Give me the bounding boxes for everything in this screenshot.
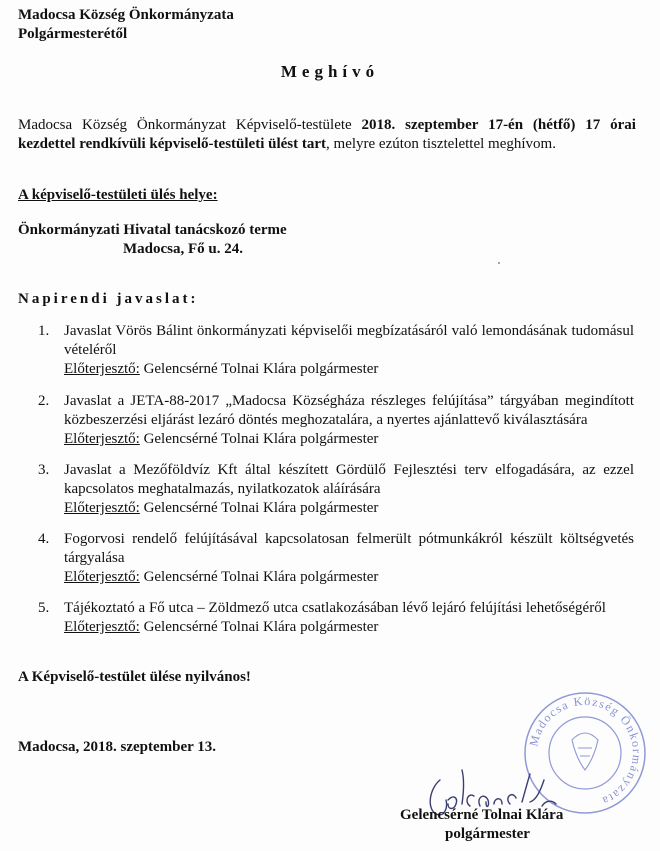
scan-speck bbox=[498, 262, 500, 264]
agenda-item-number: 3. bbox=[38, 462, 50, 478]
presenter-label: Előterjesztő: bbox=[64, 619, 140, 635]
agenda-item-presenter bbox=[64, 430, 634, 449]
agenda-item-2 bbox=[38, 392, 634, 449]
signatory-name: Gelencsérné Tolnai Klára bbox=[400, 807, 564, 823]
presenter-name: Gelencsérné Tolnai Klára polgármester bbox=[143, 361, 379, 377]
agenda-item-text: Javaslat a Mezőföldvíz Kft által készített Gördülő Fejlesztési terv elfogadására, az ezzel kapcsolatos meghatalmazás, nyilatkozatok aláírására bbox=[64, 462, 634, 497]
signatory-role: polgármester bbox=[445, 826, 530, 842]
venue-room: Önkormányzati Hivatal tanácskozó terme bbox=[18, 222, 287, 238]
presenter-label: Előterjesztő: bbox=[64, 361, 140, 377]
intro-text-date: 2018. szeptember 17-én (hétfő) 17 órai kezdettel rendkívüli képviselő-testületi ülést tart bbox=[18, 117, 636, 152]
document-title: Meghívó bbox=[280, 62, 380, 81]
intro-text-end: , melyre ezúton tisztelettel meghívom. bbox=[326, 136, 556, 152]
letterhead-organization: Madocsa Község Önkormányzata bbox=[18, 7, 234, 23]
presenter-label: Előterjesztő: bbox=[64, 569, 140, 585]
agenda-item-number: 5. bbox=[38, 600, 50, 616]
agenda-item-presenter bbox=[64, 618, 634, 637]
agenda-item-5 bbox=[38, 599, 634, 637]
presenter-label: Előterjesztő: bbox=[64, 500, 140, 516]
intro-text-start: Madocsa Község Önkormányzat Képviselő-testülete bbox=[18, 117, 362, 133]
presenter-name: Gelencsérné Tolnai Klára polgármester bbox=[143, 619, 379, 635]
letterhead-sender: Polgármesterétől bbox=[18, 26, 128, 42]
agenda-item-number: 4. bbox=[38, 531, 50, 547]
place-and-date: Madocsa, 2018. szeptember 13. bbox=[18, 739, 217, 755]
agenda-item-3 bbox=[38, 461, 634, 518]
presenter-name: Gelencsérné Tolnai Klára polgármester bbox=[143, 431, 379, 447]
agenda-item-text: Javaslat Vörös Bálint önkormányzati képviselői megbízatásáról való lemondásának tudomásul vételéről bbox=[64, 323, 634, 358]
invitation-paragraph bbox=[18, 116, 636, 154]
agenda-item-1 bbox=[38, 322, 634, 379]
agenda-item-number: 2. bbox=[38, 393, 50, 409]
venue-heading: A képviselő-testületi ülés helye: bbox=[18, 187, 218, 203]
letterhead bbox=[18, 6, 234, 44]
svg-text:Madocsa Község Önkormányzata: Madocsa Község Önkormányzata bbox=[526, 693, 645, 809]
agenda-item-presenter bbox=[64, 568, 634, 587]
agenda-item-4 bbox=[38, 530, 634, 587]
agenda-heading: Napirendi javaslat: bbox=[18, 291, 199, 307]
venue-address: Madocsa, Fő u. 24. bbox=[123, 241, 243, 257]
presenter-name: Gelencsérné Tolnai Klára polgármester bbox=[143, 500, 379, 516]
public-session-note: A Képviselő-testület ülése nyilvános! bbox=[18, 669, 251, 685]
agenda-item-presenter bbox=[64, 360, 634, 379]
agenda-item-text: Fogorvosi rendelő felújításával kapcsolatosan felmerült pótmunkákról készült költségvetés tárgyalása bbox=[64, 531, 634, 566]
agenda-item-number: 1. bbox=[38, 323, 50, 339]
agenda-item-text: Javaslat a JETA-88-2017 „Madocsa Községháza részleges felújítása” tárgyában megindított közbeszerzési eljárást lezáró döntés meghozatalára, a nyertes ajánlattevő kiválasztására bbox=[64, 393, 634, 428]
agenda-item-text: Tájékoztató a Fő utca – Zöldmező utca csatlakozásában lévő lejáró felújítási lehetőségéről bbox=[64, 600, 606, 616]
agenda-item-presenter bbox=[64, 499, 634, 518]
presenter-name: Gelencsérné Tolnai Klára polgármester bbox=[143, 569, 379, 585]
presenter-label: Előterjesztő: bbox=[64, 431, 140, 447]
